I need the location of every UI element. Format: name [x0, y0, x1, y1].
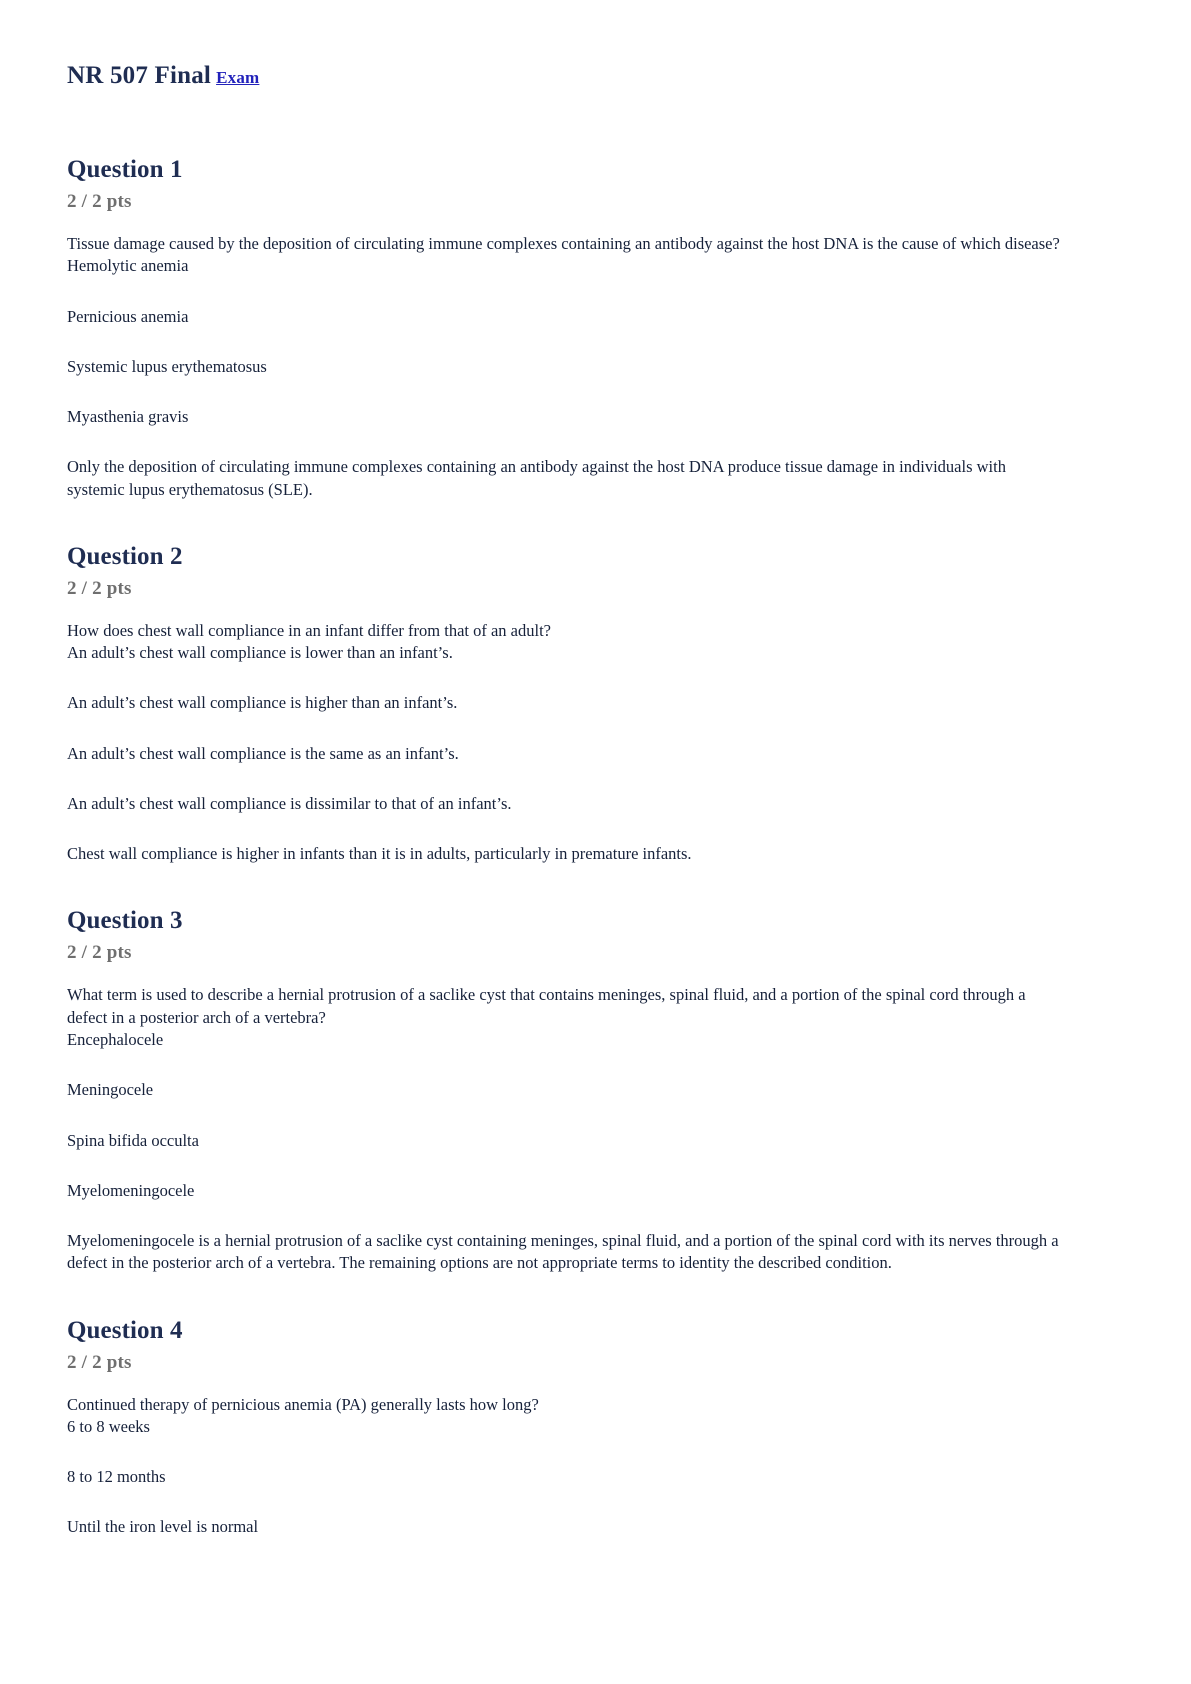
answer-option[interactable]: Until the iron level is normal	[67, 1517, 259, 1537]
question-heading: Question 3	[67, 907, 183, 935]
question-stem: How does chest wall compliance in an infant differ from that of an adult?	[67, 620, 551, 640]
question-block	[65, 156, 1096, 501]
question-points: 2 / 2 pts	[67, 1351, 132, 1373]
question-stem: What term is used to describe a hernial protrusion of a saclike cyst that contains meninges, spinal fluid, and a portion of the spinal cord through a defect in a posterior arch of a vertebra?	[67, 985, 1026, 1027]
answer-option[interactable]: Systemic lupus erythematosus	[67, 356, 267, 376]
question-block	[65, 1317, 1096, 1539]
answer-option[interactable]: 8 to 12 months	[67, 1467, 166, 1487]
page-title-text: NR 507 Final	[67, 62, 212, 89]
answer-option[interactable]: Encephalocele	[67, 1029, 164, 1049]
question-stem: Continued therapy of pernicious anemia (PA) generally lasts how long?	[67, 1394, 539, 1414]
question-explanation: Myelomeningocele is a hernial protrusion of a saclike cyst containing meninges, spinal fluid, and a portion of the spinal cord with its nerves through a defect in the posterior arch of a vertebra. The remaining options are not appropriate terms to identity the described condition.	[67, 1231, 1059, 1273]
answer-option[interactable]: An adult’s chest wall compliance is the same as an infant’s.	[67, 743, 459, 763]
answer-option[interactable]: Meningocele	[67, 1080, 154, 1100]
question-explanation: Chest wall compliance is higher in infants than it is in adults, particularly in premature infants.	[67, 844, 692, 864]
question-heading: Question 1	[67, 156, 183, 183]
answer-option[interactable]: An adult’s chest wall compliance is higher than an infant’s.	[67, 693, 458, 713]
question-explanation: Only the deposition of circulating immune complexes containing an antibody against the host DNA produce tissue damage in individuals with systemic lupus erythematosus (SLE).	[67, 457, 1006, 499]
page-title	[65, 62, 1096, 90]
question-stem: Tissue damage caused by the deposition of circulating immune complexes containing an antibody against the host DNA is the cause of which disease?	[67, 234, 1060, 253]
question-block	[65, 907, 1096, 1274]
question-points: 2 / 2 pts	[67, 942, 132, 964]
question-heading: Question 4	[67, 1316, 183, 1344]
question-heading: Question 2	[67, 542, 183, 570]
question-block	[65, 543, 1096, 866]
answer-option[interactable]: Myasthenia gravis	[67, 407, 189, 427]
question-points: 2 / 2 pts	[67, 577, 132, 599]
question-points: 2 / 2 pts	[67, 191, 132, 212]
answer-option[interactable]: Myelomeningocele	[67, 1180, 195, 1200]
answer-option[interactable]: 6 to 8 weeks	[67, 1416, 150, 1436]
exam-link[interactable]: Exam	[216, 68, 260, 87]
answer-option[interactable]: An adult’s chest wall compliance is dissimilar to that of an infant’s.	[67, 793, 512, 813]
answer-option[interactable]: Hemolytic anemia	[67, 256, 189, 276]
answer-option[interactable]: Pernicious anemia	[67, 306, 189, 326]
answer-option[interactable]: An adult’s chest wall compliance is lower than an infant’s.	[67, 643, 453, 663]
answer-option[interactable]: Spina bifida occulta	[67, 1130, 199, 1150]
